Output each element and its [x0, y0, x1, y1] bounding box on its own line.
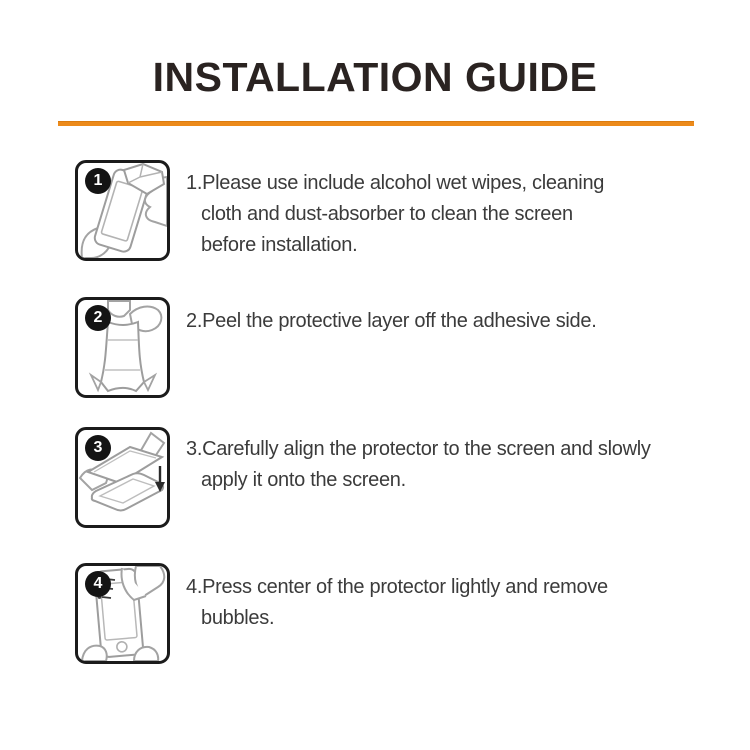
title-divider: [58, 121, 694, 126]
step-4-line-2: bubbles.: [201, 607, 275, 629]
step-3-icon-box: [75, 427, 170, 528]
step-2-icon-box: [75, 297, 170, 398]
step-2-line-1: 2.Peel the protective layer off the adhesive side.: [186, 310, 597, 332]
step-1-line-1: 1.Please use include alcohol wet wipes, cleaning: [186, 172, 605, 194]
step-1-icon-box: [75, 160, 170, 261]
step-3-line-1: 3.Carefully align the protector to the screen and slowly: [186, 438, 651, 460]
step-1-text: [186, 168, 604, 261]
step-3-line-2: apply it onto the screen.: [201, 469, 406, 491]
step-1-line-3: before installation.: [201, 234, 358, 256]
step-2-number-badge: 2: [85, 305, 111, 331]
step-4-text: [186, 572, 608, 634]
step-4-number-badge: 4: [85, 571, 111, 597]
step-4-icon-box: [75, 563, 170, 664]
step-3-number-badge: 3: [85, 435, 111, 461]
step-1-line-2: cloth and dust-absorber to clean the screen: [201, 203, 573, 225]
step-4-line-1: 4.Press center of the protector lightly and remove: [186, 576, 608, 598]
step-3-text: [186, 434, 651, 496]
step-1-number-badge: 1: [85, 168, 111, 194]
step-2-text: [186, 306, 596, 337]
page-title: INSTALLATION GUIDE: [152, 54, 598, 100]
